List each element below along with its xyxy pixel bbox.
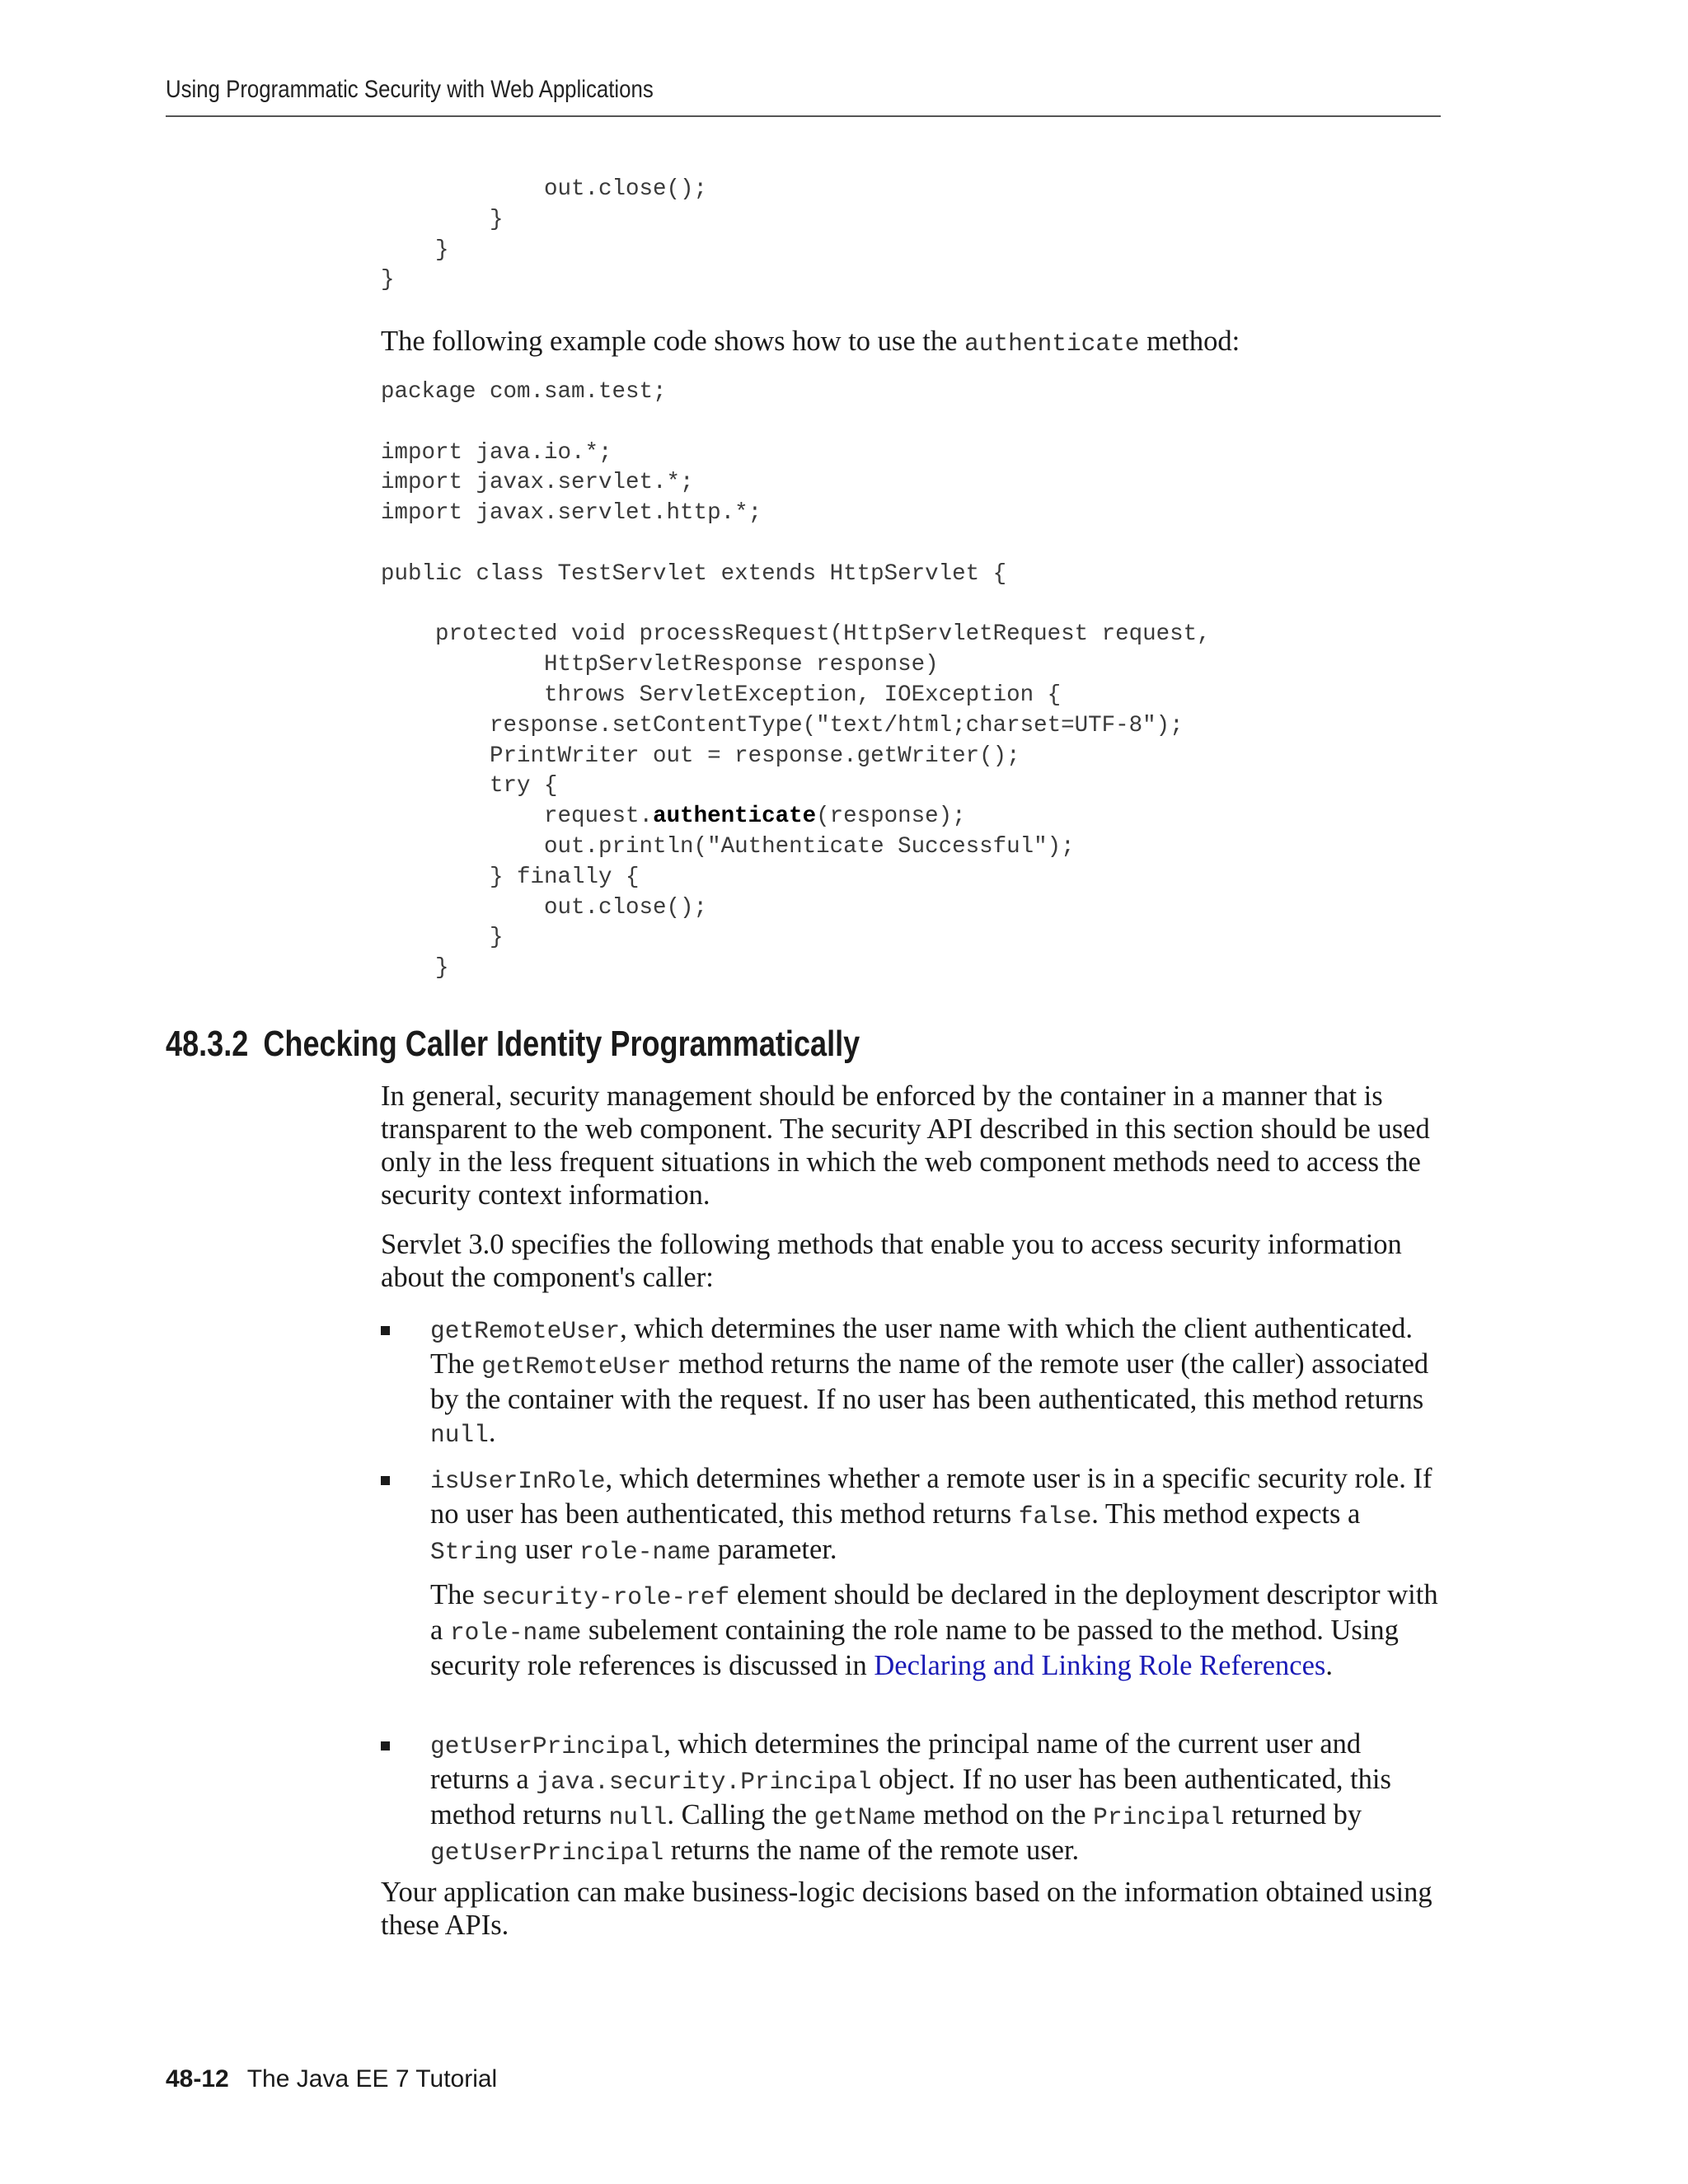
code-block-continued: out.close(); } } } [381, 176, 708, 293]
paragraph-intro: In general, security management should be enforced by the container in a manner that is transparent to the web component. The security API described in this section should be used only in the less frequent situations in which the web component methods need to access the security context information. [381, 1080, 1430, 1211]
list-item-getuserprincipal: getUserPrincipal, which determines the principal name of the current user and returns a java.security.Principal object. If no user has been authenticated, this method returns null. Calling the getName method on the Principal returned by getUserPrincipal returns the name of the remote user. [430, 1728, 1391, 1867]
header-rule [166, 115, 1441, 117]
paragraph-methods: Servlet 3.0 specifies the following methods that enable you to access security information about the component's caller: [381, 1229, 1402, 1293]
list-item-getremoteuser: getRemoteUser, which determines the user name with which the client authenticated. The getRemoteUser method returns the name of the remote user (the caller) associated by the container with the request. If no user has been authenticated, this method returns null. [430, 1313, 1429, 1449]
running-header: Using Programmatic Security with Web Applications [166, 76, 654, 103]
book-title: The Java EE 7 Tutorial [246, 2065, 498, 2093]
bullet-square-icon [381, 1741, 390, 1750]
page-footer [166, 2065, 497, 2093]
highlighted-method: authenticate [653, 804, 817, 830]
intro-paragraph: The following example code shows how to use the authenticate method: [381, 326, 1240, 358]
section-title: Checking Caller Identity Programmatically [263, 1024, 860, 1064]
paragraph-conclusion: Your application can make business-logic decisions based on the information obtained using these APIs. [381, 1877, 1432, 1941]
section-number: 48.3.2 [166, 1024, 249, 1064]
list-item-subparagraph: The security-role-ref element should be declared in the deployment descriptor with a role-name subelement containing the role name to be passed to the method. Using security role references is discussed in Declaring and Linking Role References. [430, 1579, 1438, 1681]
page-number: 48-12 [166, 2065, 229, 2093]
inline-code: authenticate [964, 330, 1140, 358]
list-item-isuserinrole: isUserInRole, which determines whether a remote user is in a specific security role. If no user has been authenticated, this method returns false. This method expects a String user role-name parameter. [430, 1463, 1432, 1566]
section-heading [166, 1024, 860, 1065]
role-references-link[interactable]: Declaring and Linking Role References [874, 1650, 1326, 1681]
bullet-square-icon [381, 1326, 390, 1335]
bullet-square-icon [381, 1476, 390, 1485]
code-block-authenticate: package com.sam.test; import java.io.*; import javax.servlet.*; import javax.servlet.http.*; public class TestServlet extends HttpServlet { protected void processRequest(HttpServletRequest request, HttpServletResponse response) throws ServletException, IOException { response.setContentType("text/html;charset=UTF-8"); PrintWriter out = response.getWriter(); try { request.authenticate(response); out.println("Authenticate Successful"); } finally { out.close(); } } [381, 379, 1211, 982]
